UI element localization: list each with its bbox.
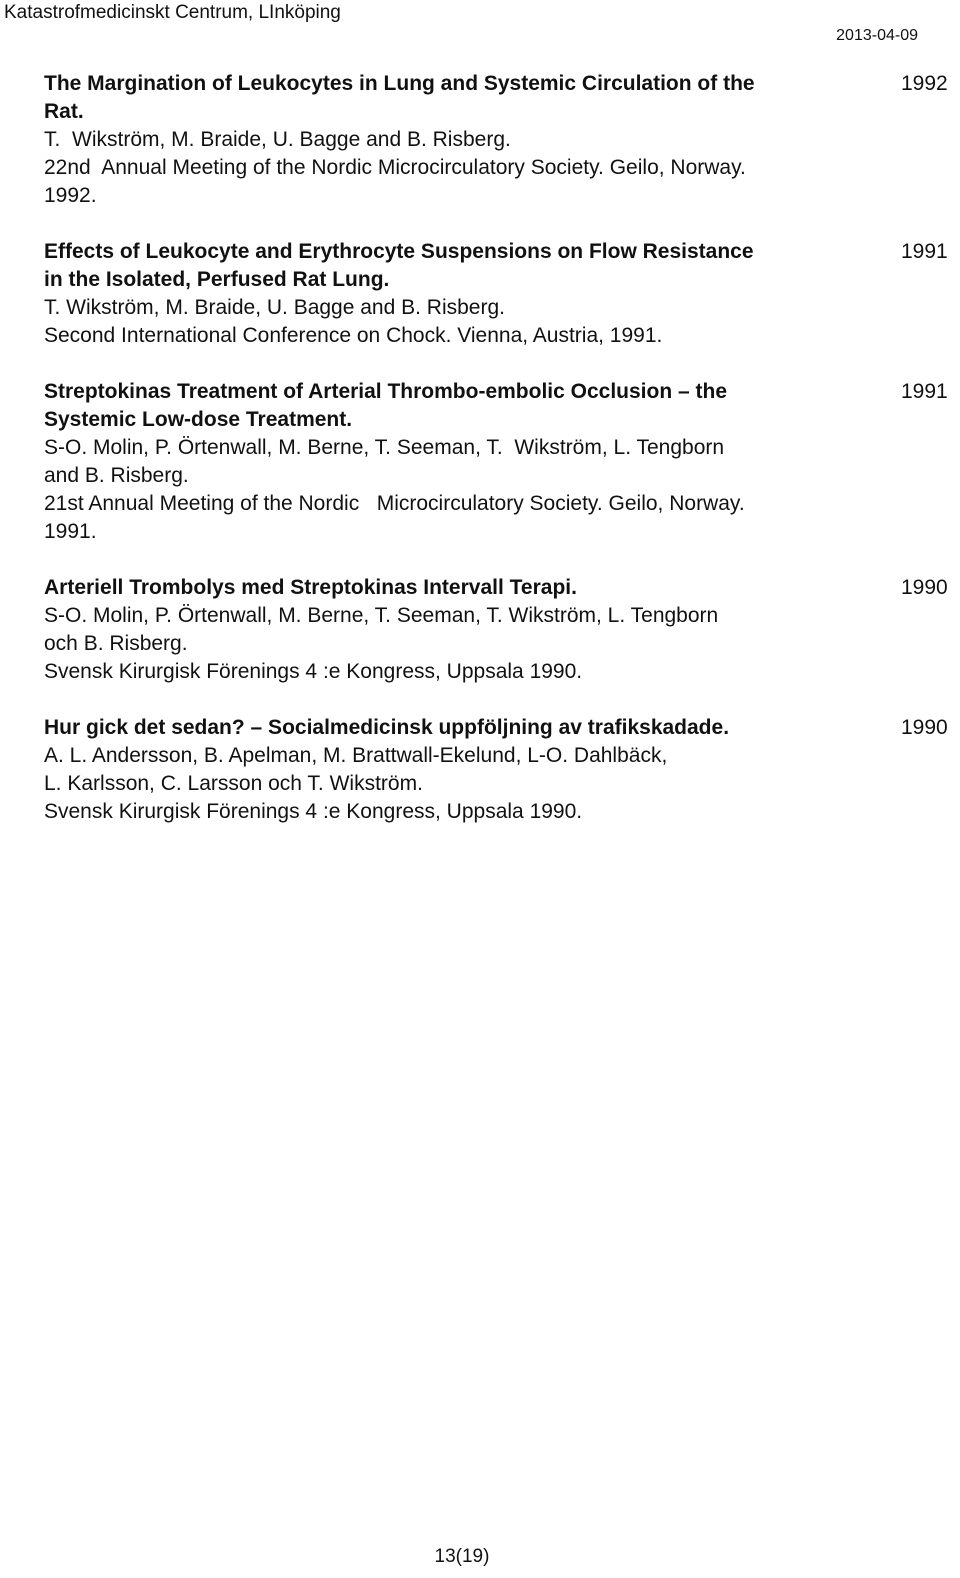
publication-title: in the Isolated, Perfused Rat Lung.	[44, 268, 390, 291]
publication-entry	[44, 378, 948, 546]
publication-year: 1992	[901, 72, 948, 95]
publication-entry	[44, 70, 948, 210]
publication-title: Effects of Leukocyte and Erythrocyte Suspensions on Flow Resistance	[44, 240, 754, 263]
publication-year: 1990	[901, 716, 948, 739]
publication-entry	[44, 238, 948, 350]
publication-authors: S-O. Molin, P. Örtenwall, M. Berne, T. Seeman, T. Wikström, L. Tengborn	[44, 436, 725, 459]
header-date: 2013-04-09	[836, 27, 918, 44]
publication-venue: 21st Annual Meeting of the Nordic Microcirculatory Society. Geilo, Norway.	[44, 492, 745, 515]
publication-entry	[44, 714, 948, 826]
publication-authors: A. L. Andersson, B. Apelman, M. Brattwall-Ekelund, L-O. Dahlbäck,	[44, 744, 668, 767]
publication-venue: Svensk Kirurgisk Förenings 4 :e Kongress, Uppsala 1990.	[44, 660, 583, 683]
publication-authors: och B. Risberg.	[44, 632, 188, 655]
publication-title: Systemic Low-dose Treatment.	[44, 408, 353, 431]
publication-title: The Margination of Leukocytes in Lung and Systemic Circulation of the	[44, 72, 755, 95]
page-number: 13(19)	[434, 1546, 490, 1567]
publication-venue: 1992.	[44, 184, 97, 207]
publication-year: 1990	[901, 576, 948, 599]
publication-title: Rat.	[44, 100, 84, 123]
publication-venue: 1991.	[44, 520, 97, 543]
publication-authors: and B. Risberg.	[44, 464, 189, 487]
publication-authors: T. Wikström, M. Braide, U. Bagge and B. Risberg.	[44, 296, 505, 319]
publication-year: 1991	[901, 240, 948, 263]
publication-authors: S-O. Molin, P. Örtenwall, M. Berne, T. Seeman, T. Wikström, L. Tengborn	[44, 604, 719, 627]
header-organization: Katastrofmedicinskt Centrum, LInköping	[4, 2, 341, 23]
publication-title: Streptokinas Treatment of Arterial Thrombo-embolic Occlusion – the	[44, 380, 728, 403]
publication-title: Arteriell Trombolys med Streptokinas Intervall Terapi.	[44, 576, 577, 599]
publication-list	[44, 70, 948, 854]
publication-venue: 22nd Annual Meeting of the Nordic Microcirculatory Society. Geilo, Norway.	[44, 156, 746, 179]
publication-authors: T. Wikström, M. Braide, U. Bagge and B. Risberg.	[44, 128, 511, 151]
publication-venue: Svensk Kirurgisk Förenings 4 :e Kongress, Uppsala 1990.	[44, 800, 583, 823]
publication-entry	[44, 574, 948, 686]
publication-authors: L. Karlsson, C. Larsson och T. Wikström.	[44, 772, 423, 795]
publication-venue: Second International Conference on Chock. Vienna, Austria, 1991.	[44, 324, 663, 347]
publication-title: Hur gick det sedan? – Socialmedicinsk uppföljning av trafikskadade.	[44, 716, 730, 739]
publication-year: 1991	[901, 380, 948, 403]
